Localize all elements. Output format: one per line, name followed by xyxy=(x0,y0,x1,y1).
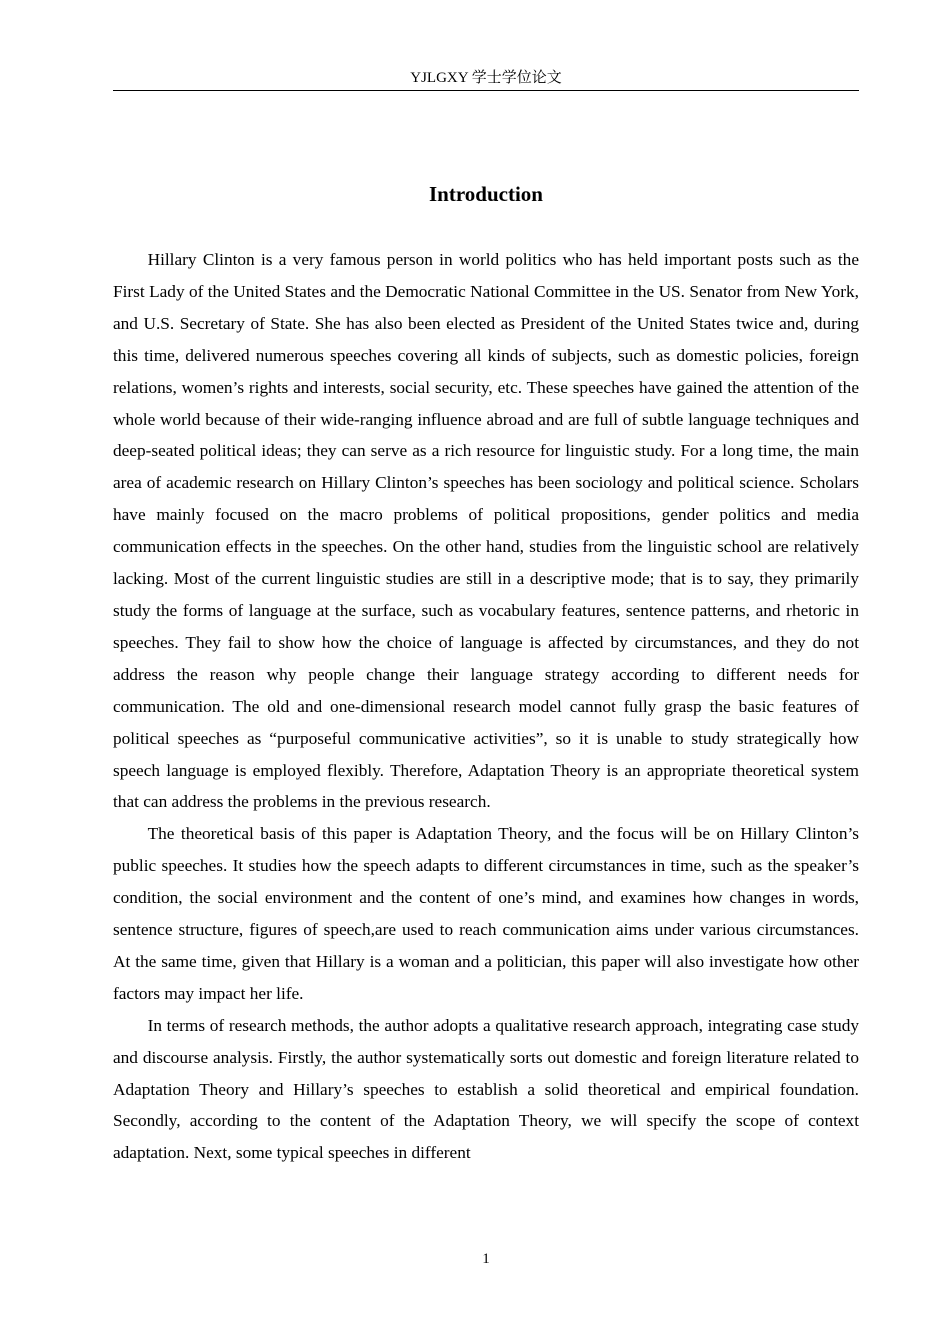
body-text xyxy=(113,244,859,1169)
page-number: 1 xyxy=(482,1251,490,1267)
header-rule xyxy=(113,90,859,91)
paragraph-2: The theoretical basis of this paper is Adaptation Theory, and the focus will be on Hillary Clinton’s public speeches. It studies how the speech adapts to different circumstances in time, such as the speaker’s condition, the social environment and the content of one’s mind, and examines how changes in words, sentence structure, figures of speech,are used to reach communication aims under various circumstances. At the same time, given that Hillary is a woman and a politician, this paper will also investigate how other factors may impact her life. xyxy=(113,824,859,1003)
section-title: Introduction xyxy=(429,182,543,206)
running-header: YJLGXY 学士学位论文 xyxy=(410,70,562,86)
paragraph-1: Hillary Clinton is a very famous person in world politics who has held important posts such as the First Lady of the United States and the Democratic National Committee in the US. Senator from New York, and U.S. Secretary of State. She has also been elected as President of the United States twice and, during this time, delivered numerous speeches covering all kinds of subjects, such as domestic policies, foreign relations, women’s rights and interests, social security, etc. These speeches have gained the attention of the whole world because of their wide-ranging influence abroad and are full of subtle language techniques and deep-seated political ideas; they can serve as a rich resource for linguistic study. For a long time, the main area of academic research on Hillary Clinton’s speeches has been sociology and political science. Scholars have mainly focused on the macro problems of political propositions, gender politics and media communication effects in the speeches. On the other hand, studies from the linguistic school are relatively lacking. Most of the current linguistic studies are still in a descriptive mode; that is to say, they primarily study the forms of language at the surface, such as vocabulary features, sentence patterns, and rhetoric in speeches. They fail to show how the choice of language is affected by circumstances, and they do not address the reason why people change their language strategy according to different needs for communication. The old and one-dimensional research model cannot fully grasp the basic features of political speeches as “purposeful communicative activities”, so it is unable to study strategically how speech language is employed flexibly. Therefore, Adaptation Theory is an appropriate theoretical system that can address the problems in the previous research. xyxy=(113,250,859,812)
paragraph-3: In terms of research methods, the author adopts a qualitative research approach, integrating case study and discourse analysis. Firstly, the author systematically sorts out domestic and foreign literature related to Adaptation Theory and Hillary’s speeches to establish a solid theoretical and empirical foundation. Secondly, according to the content of the Adaptation Theory, we will specify the scope of context adaptation. Next, some typical speeches in different xyxy=(113,1015,859,1163)
